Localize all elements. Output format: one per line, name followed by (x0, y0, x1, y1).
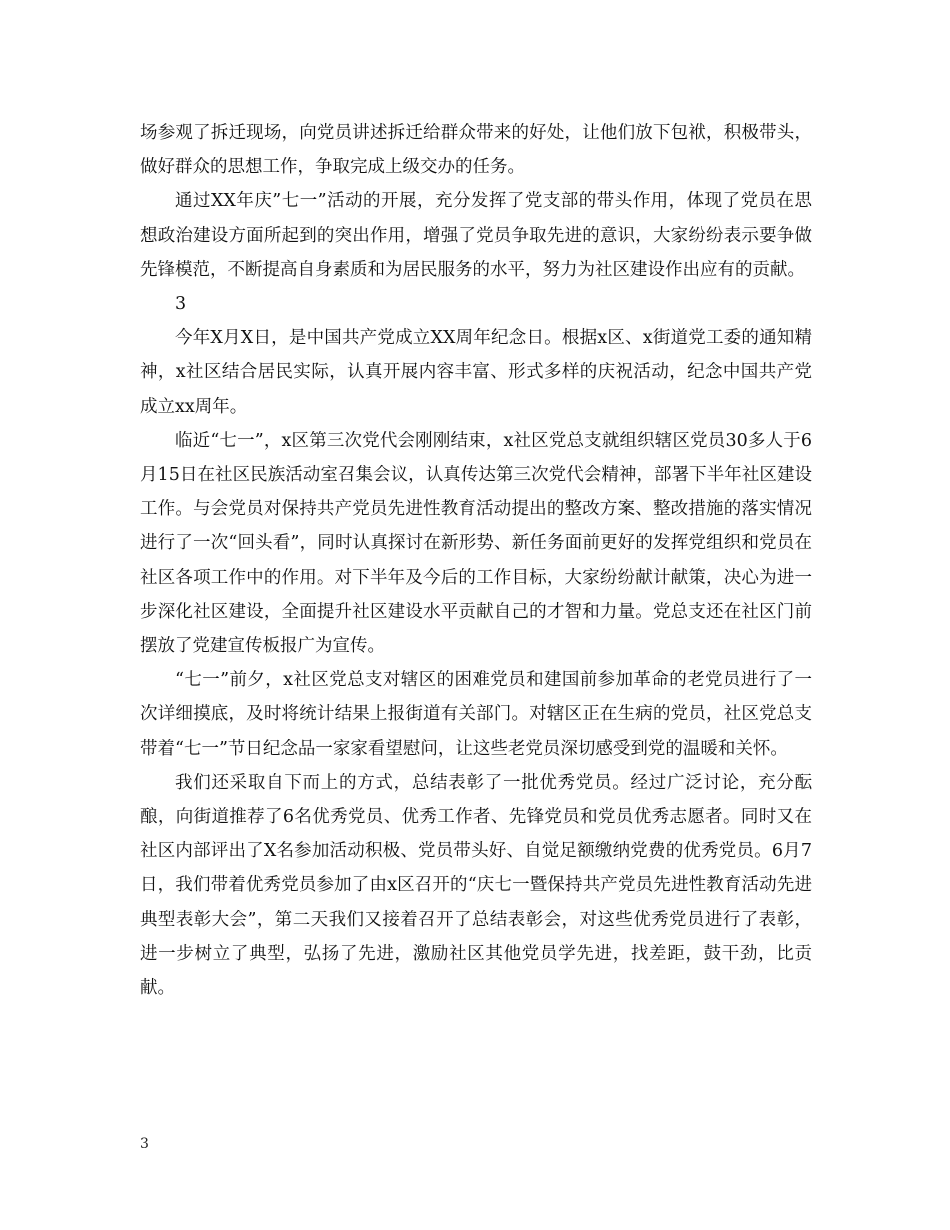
document-body (140, 116, 812, 1005)
paragraph-intro: 今年X月X日，是中国共产党成立XX周年纪念日。根据x区、x街道党工委的通知精神，x社区结合居民实际，认真开展内容丰富、形式多样的庆祝活动，纪念中国共产党成立xx周年。 (140, 328, 812, 417)
section-number: 3 (175, 294, 187, 315)
paragraph-awards: 我们还采取自下而上的方式，总结表彰了一批优秀党员。经过广泛讨论，充分酝酿，向街道推荐了6名优秀党员、优秀工作者、先锋党员和党员优秀志愿者。同时又在社区内部评出了X名参加活动积极、党员带头好、自觉足额缴纳党费的优秀党员。6月7日，我们带着优秀党员参加了由x区召开的“庆七一暨保持共产党员先进性教育活动先进典型表彰大会”，第二天我们又接着召开了总结表彰会，对这些优秀党员进行了表彰，进一步树立了典型，弘扬了先进，激励社区其他党员学先进，找差距，鼓干劲，比贡献。 (140, 772, 812, 999)
paragraph-meeting: 临近“七一”，x区第三次党代会刚刚结束，x社区党总支就组织辖区党员30多人于6月15日在社区民族活动室召集会议，认真传达第三次党代会精神，部署下半年社区建设工作。与会党员对保持共产党员先进性教育活动提出的整改方案、整改措施的落实情况进行了一次“回头看”，同时认真探讨在新形势、新任务面前更好的发挥党组织和党员在社区各项工作中的作用。对下半年及今后的工作目标，大家纷纷献计献策，决心为进一步深化社区建设，全面提升社区建设水平贡献自己的才智和力量。党总支还在社区门前摆放了党建宣传板报广为宣传。 (140, 430, 812, 657)
paragraph-summary: 通过XX年庆”七一”活动的开展，充分发挥了党支部的带头作用，体现了党员在思想政治建设方面所起到的突出作用，增强了党员争取先进的意识，大家纷纷表示要争做先锋模范，不断提高自身素质和为居民服务的水平，努力为社区建设作出应有的贡献。 (140, 191, 812, 280)
paragraph-visits: “七一”前夕，x社区党总支对辖区的困难党员和建国前参加革命的老党员进行了一次详细摸底，及时将统计结果上报街道有关部门。对辖区正在生病的党员，社区党总支带着“七一”节日纪念品一家家看望慰问，让这些老党员深切感受到党的温暖和关怀。 (140, 670, 812, 759)
page-number: 3 (140, 1136, 149, 1152)
paragraph-continuation: 场参观了拆迁现场，向党员讲述拆迁给群众带来的好处，让他们放下包袱，积极带头，做好群众的思想工作，争取完成上级交办的任务。 (140, 123, 812, 178)
